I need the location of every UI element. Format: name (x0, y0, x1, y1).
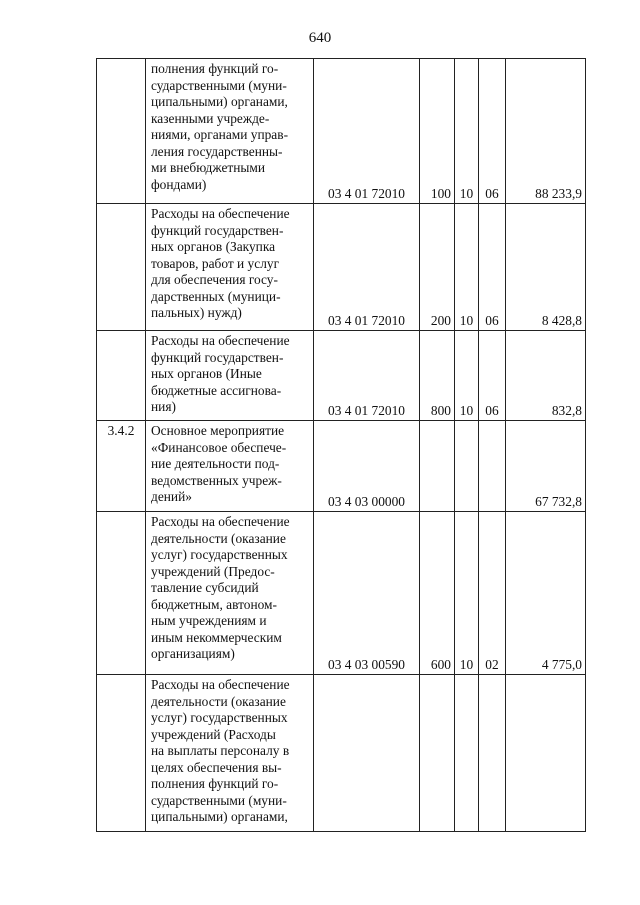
table-row (97, 675, 586, 832)
target-article-code-cell (314, 675, 420, 832)
expense-name-cell: полнения функций го- сударственными (муни- ципальными) органами, казенными учрежде- ниями, органами управ- ления государственны- ми внебюджетными фондами) (146, 59, 314, 204)
section-code-cell: 10 (455, 204, 479, 331)
expense-name-cell: Расходы на обеспечение деятельности (оказание услуг) государственных учреждений (Расходы на выплаты персоналу в целях обеспечения вы- полнения функций го- сударственными (муни- ципальными) органами, (146, 675, 314, 832)
row-number-cell (97, 331, 146, 421)
budget-table (96, 58, 586, 832)
subsection-code-cell (479, 675, 506, 832)
page-number: 640 (308, 30, 332, 46)
table-row (97, 59, 586, 204)
expense-type-code-cell (420, 421, 455, 512)
subsection-code-cell: 06 (479, 59, 506, 204)
section-code-cell (455, 421, 479, 512)
expense-type-code-cell: 800 (420, 331, 455, 421)
target-article-code-cell: 03 4 03 00590 (314, 512, 420, 675)
expense-type-code-cell: 100 (420, 59, 455, 204)
subsection-code-cell: 02 (479, 512, 506, 675)
budget-table-body (97, 59, 586, 832)
row-number-cell (97, 512, 146, 675)
amount-cell: 4 775,0 (506, 512, 586, 675)
expense-type-code-cell: 200 (420, 204, 455, 331)
expense-type-code-cell (420, 675, 455, 832)
expense-name-cell: Расходы на обеспечение функций государствен- ных органов (Закупка товаров, работ и услуг для обеспечения госу- дарственных (муници- пальных) нужд) (146, 204, 314, 331)
target-article-code-cell: 03 4 01 72010 (314, 204, 420, 331)
target-article-code-cell: 03 4 03 00000 (314, 421, 420, 512)
subsection-code-cell: 06 (479, 331, 506, 421)
table-row (97, 204, 586, 331)
expense-type-code-cell: 600 (420, 512, 455, 675)
target-article-code-cell: 03 4 01 72010 (314, 331, 420, 421)
amount-cell: 832,8 (506, 331, 586, 421)
row-number-cell (97, 204, 146, 331)
row-number-cell: 3.4.2 (97, 421, 146, 512)
amount-cell (506, 675, 586, 832)
subsection-code-cell: 06 (479, 204, 506, 331)
expense-name-cell: Основное мероприятие «Финансовое обеспече- ние деятельности под- ведомственных учреж- дений» (146, 421, 314, 512)
amount-cell: 8 428,8 (506, 204, 586, 331)
subsection-code-cell (479, 421, 506, 512)
row-number-cell (97, 59, 146, 204)
table-row (97, 512, 586, 675)
expense-name-cell: Расходы на обеспечение деятельности (оказание услуг) государственных учреждений (Предос- тавление субсидий бюджетным, автоном- ным учреждениям и иным некоммерческим организациям) (146, 512, 314, 675)
amount-cell: 88 233,9 (506, 59, 586, 204)
amount-cell: 67 732,8 (506, 421, 586, 512)
section-code-cell: 10 (455, 59, 479, 204)
table-row (97, 421, 586, 512)
table-row (97, 331, 586, 421)
section-code-cell: 10 (455, 512, 479, 675)
target-article-code-cell: 03 4 01 72010 (314, 59, 420, 204)
row-number-cell (97, 675, 146, 832)
expense-name-cell: Расходы на обеспечение функций государствен- ных органов (Иные бюджетные ассигнова- ния) (146, 331, 314, 421)
section-code-cell (455, 675, 479, 832)
section-code-cell: 10 (455, 331, 479, 421)
